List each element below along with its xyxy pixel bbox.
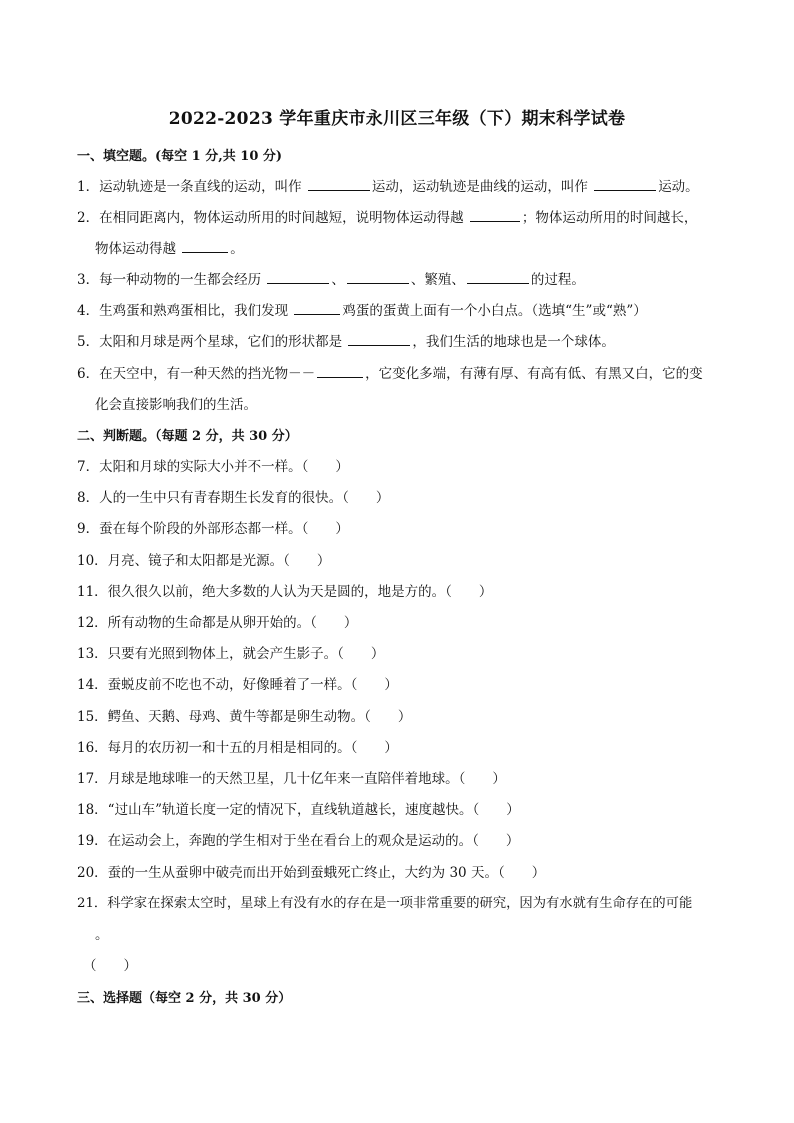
- section-heading-fill-blank: 一、填空题。(每空 1 分,共 10 分): [77, 149, 283, 164]
- answer-blank[interactable]: [294, 302, 340, 315]
- answer-blank[interactable]: [594, 178, 656, 191]
- question-2: 2．在相同距离内，物体运动所用的时间越短，说明物体运动得越 ；物体运动所用的时间越长，: [77, 210, 698, 226]
- question-6-continued: 化会直接影响我们的生活。: [95, 397, 257, 413]
- answer-blank[interactable]: [347, 271, 409, 284]
- section-heading-multiple-choice: 三、选择题（每空 2 分，共 30 分）: [77, 991, 292, 1006]
- question-4: 4．生鸡蛋和熟鸡蛋相比，我们发现 鸡蛋的蛋黄上面有一个小白点。（选填“生”或“熟”）: [77, 303, 647, 319]
- question-21-answer-paren: （ ）: [83, 958, 137, 974]
- answer-blank[interactable]: [467, 271, 529, 284]
- question-13: 13．只要有光照到物体上，就会产生影子。（ ）: [77, 646, 385, 662]
- question-5: 5．太阳和月球是两个星球，它们的形状都是 ，我们生活的地球也是一个球体。: [77, 334, 615, 350]
- question-11: 11．很久很久以前，绝大多数的人认为天是圆的，地是方的。（ ）: [77, 584, 493, 600]
- answer-blank[interactable]: [267, 271, 329, 284]
- section-heading-true-false: 二、判断题。（每题 2 分，共 30 分）: [77, 429, 298, 444]
- question-9: 9．蚕在每个阶段的外部形态都一样。（ ）: [77, 521, 349, 537]
- answer-blank[interactable]: [317, 365, 363, 378]
- question-19: 19．在运动会上，奔跑的学生相对于坐在看台上的观众是运动的。（ ）: [77, 833, 520, 849]
- question-21: 21．科学家在探索太空时，星球上有没有水的存在是一项非常重要的研究，因为有水就有生命存在的可能: [77, 896, 693, 911]
- question-3: 3．每一种动物的一生都会经历 、 、繁殖、 的过程。: [77, 272, 585, 288]
- question-2-continued: 物体运动得越 。: [95, 241, 244, 257]
- question-7: 7．太阳和月球的实际大小并不一样。（ ）: [77, 459, 349, 475]
- question-21-continued: 。: [95, 927, 109, 943]
- question-10: 10．月亮、镜子和太阳都是光源。（ ）: [77, 553, 331, 569]
- question-17: 17．月球是地球唯一的天然卫星，几十亿年来一直陪伴着地球。（ ）: [77, 771, 506, 787]
- question-14: 14．蚕蜕皮前不吃也不动，好像睡着了一样。（ ）: [77, 677, 398, 693]
- question-18: 18．“过山车”轨道长度一定的情况下，直线轨道越长，速度越快。（ ）: [77, 802, 520, 818]
- question-12: 12．所有动物的生命都是从卵开始的。（ ）: [77, 615, 358, 631]
- question-16: 16．每月的农历初一和十五的月相是相同的。（ ）: [77, 740, 398, 756]
- answer-blank[interactable]: [348, 333, 410, 346]
- exam-title: 2022-2023 学年重庆市永川区三年级（下）期末科学试卷: [168, 109, 626, 129]
- question-20: 20．蚕的一生从蚕卵中破壳而出开始到蚕蛾死亡终止，大约为 30 天。（ ）: [77, 865, 546, 881]
- question-15: 15．鳄鱼、天鹅、母鸡、黄牛等都是卵生动物。（ ）: [77, 709, 412, 725]
- question-8: 8．人的一生中只有青春期生长发育的很快。（ ）: [77, 490, 390, 506]
- answer-blank[interactable]: [308, 178, 370, 191]
- question-6: 6．在天空中，有一种天然的挡光物－－ ，它变化多端，有薄有厚、有高有低、有黑又白，它的变: [77, 366, 703, 382]
- answer-blank[interactable]: [470, 209, 520, 222]
- answer-blank[interactable]: [182, 240, 228, 253]
- question-1: 1．运动轨迹是一条直线的运动，叫作 运动，运动轨迹是曲线的运动，叫作 运动。: [77, 179, 699, 195]
